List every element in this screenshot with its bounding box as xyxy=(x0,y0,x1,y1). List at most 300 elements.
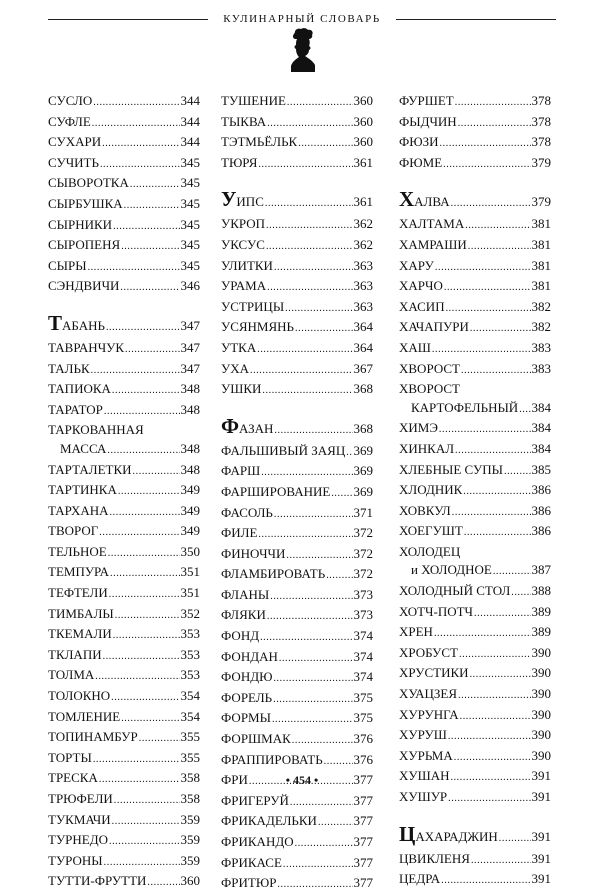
entry-term-text: ФОРМЫ xyxy=(221,710,271,726)
dot-leader xyxy=(107,442,179,461)
entry-term xyxy=(399,821,498,848)
entry-term-text: ЦВИКЛЕНЯ xyxy=(399,850,470,866)
entry-page-number: 381 xyxy=(531,257,551,273)
entry-term-text: СЭНДВИЧИ xyxy=(48,278,120,294)
entry-term-text: СУХАРИ xyxy=(48,134,102,150)
dot-leader xyxy=(283,856,353,875)
entry-term-text: УХА xyxy=(221,360,249,376)
index-entry xyxy=(48,666,200,687)
entry-page-number: 354 xyxy=(180,688,200,704)
index-entry xyxy=(399,277,551,298)
entry-term xyxy=(399,623,433,642)
dot-leader xyxy=(452,504,531,523)
entry-term-text: СЫРЫ xyxy=(48,257,87,273)
section-initial-letter: Ф xyxy=(221,413,240,438)
entry-term-text: УШКИ xyxy=(221,381,262,397)
index-entry xyxy=(399,399,551,420)
entry-term xyxy=(221,187,264,213)
index-entry xyxy=(399,603,551,624)
section-gap xyxy=(221,401,373,417)
dot-leader xyxy=(267,115,352,134)
entry-term-text: и ХОЛОДНОЕ xyxy=(411,562,492,578)
entry-term-text: ТОПИНАМБУР xyxy=(48,729,138,745)
dot-leader xyxy=(448,728,531,747)
index-entry xyxy=(399,318,551,339)
entry-term-text: ТЮРЯ xyxy=(221,154,258,170)
entry-page-number: 390 xyxy=(531,727,551,743)
dot-leader xyxy=(448,790,530,809)
dot-leader xyxy=(279,650,353,669)
entry-term xyxy=(221,483,330,502)
index-entry xyxy=(399,113,551,134)
entry-page-number: 376 xyxy=(353,731,373,747)
index-entry xyxy=(48,687,200,708)
index-entry xyxy=(48,584,200,605)
entry-term-text: СУФЛЕ xyxy=(48,113,91,129)
dot-leader xyxy=(468,238,531,257)
entry-term xyxy=(399,664,469,683)
index-entry xyxy=(221,627,373,648)
section-gap xyxy=(399,174,551,190)
index-entry xyxy=(48,401,200,422)
entry-term-text: ТИМБАЛЫ xyxy=(48,605,114,621)
entry-page-number: 379 xyxy=(531,194,551,210)
entry-term-text: ФОНД xyxy=(221,628,260,644)
entry-term-text: ФЮМЕ xyxy=(399,154,443,170)
entry-term xyxy=(48,195,123,214)
entry-term-text: ХИМЭ xyxy=(399,420,438,436)
dot-leader xyxy=(441,872,530,891)
chef-silhouette-icon xyxy=(285,28,319,72)
entry-term-text: ТОЛМА xyxy=(48,667,95,683)
dot-leader xyxy=(92,115,180,134)
entry-term xyxy=(48,811,111,830)
running-title: КУЛИНАРНЫЙ СЛОВАРЬ xyxy=(223,13,381,25)
entry-term xyxy=(399,850,470,869)
entry-page-number: 368 xyxy=(353,381,373,397)
entry-page-number: 388 xyxy=(531,583,551,599)
entry-term xyxy=(48,174,129,193)
entry-term-text: ИПС xyxy=(236,194,264,210)
index-entry xyxy=(221,833,373,854)
index-entry xyxy=(399,644,551,665)
index-entry xyxy=(221,92,373,113)
entry-page-number: 390 xyxy=(531,706,551,722)
entry-page-number: 352 xyxy=(180,605,200,621)
section-start-entry xyxy=(221,413,373,442)
entry-term-text: ЦЕДРА xyxy=(399,871,441,887)
index-entry xyxy=(399,215,551,236)
entry-term xyxy=(399,582,510,601)
dot-leader xyxy=(115,607,180,626)
entry-page-number: 390 xyxy=(531,644,551,660)
entry-term-text: ТАРХАНА xyxy=(48,502,109,518)
entry-term xyxy=(221,751,323,770)
index-entry xyxy=(48,872,200,893)
dot-leader xyxy=(112,382,180,401)
entry-term xyxy=(399,788,447,807)
entry-page-number: 391 xyxy=(531,768,551,784)
entry-term xyxy=(221,462,260,481)
entry-page-number: 371 xyxy=(353,504,373,520)
dot-leader xyxy=(458,115,531,134)
dot-leader xyxy=(439,421,531,440)
entry-page-number: 353 xyxy=(180,667,200,683)
entry-term xyxy=(221,854,282,873)
entry-term-text: ТАВРАНЧУК xyxy=(48,339,125,355)
dot-leader xyxy=(273,670,352,689)
dot-leader xyxy=(454,749,531,768)
entry-page-number: 363 xyxy=(353,257,373,273)
entry-page-number: 348 xyxy=(180,461,200,477)
entry-page-number: 347 xyxy=(180,317,200,333)
entry-term-text: ТУРНЕДО xyxy=(48,832,108,848)
entry-term-text: ТКЕМАЛИ xyxy=(48,626,112,642)
dot-leader xyxy=(266,217,352,236)
entry-term xyxy=(221,812,317,831)
index-entry xyxy=(48,708,200,729)
entry-term xyxy=(48,339,124,358)
entry-term-text: ТЕЛЬНОЕ xyxy=(48,543,107,559)
entry-term-text: ТРЮФЕЛИ xyxy=(48,791,113,806)
index-entry xyxy=(48,646,200,667)
entry-term-text: ФЛАНЫ xyxy=(221,586,270,602)
dot-leader xyxy=(435,259,531,278)
dot-leader xyxy=(324,753,353,772)
entry-term-text: АЛВА xyxy=(414,194,450,210)
entry-term xyxy=(221,504,273,523)
entry-term xyxy=(48,728,138,747)
entry-page-number: 386 xyxy=(531,523,551,539)
entry-term-text: ФРИГЕРУЙ xyxy=(221,792,289,808)
entry-page-number: 384 xyxy=(531,399,551,415)
entry-term-text: ХУРЬМА xyxy=(399,747,453,763)
dot-leader xyxy=(257,341,352,360)
entry-term-text: ТАПИОКА xyxy=(48,381,111,397)
dot-leader xyxy=(474,605,530,624)
entry-page-number: 391 xyxy=(531,871,551,887)
index-entry xyxy=(48,174,200,195)
entry-term-text: ХАСИП xyxy=(399,298,445,314)
entry-term xyxy=(48,277,119,296)
dot-leader xyxy=(108,545,180,564)
dot-leader xyxy=(113,627,180,646)
dot-leader xyxy=(95,668,179,687)
entry-term-text: ХУРУНГА xyxy=(399,706,459,722)
entry-term-text: ХАРЧО xyxy=(399,278,443,294)
entry-page-number: 375 xyxy=(353,689,373,705)
entry-term xyxy=(221,648,278,667)
index-entry xyxy=(399,440,551,461)
entry-term-text: ХЛОДНИК xyxy=(399,482,463,498)
dot-leader xyxy=(295,320,352,339)
index-entry xyxy=(48,92,200,113)
entry-page-number: 344 xyxy=(180,134,200,150)
index-entry xyxy=(399,522,551,543)
entry-page-number: 377 xyxy=(353,854,373,870)
index-entry xyxy=(221,730,373,751)
entry-page-number: 390 xyxy=(531,686,551,702)
entry-term-text: МАССА xyxy=(60,440,107,456)
entry-term-text: ФРИКАСЕ xyxy=(221,854,282,870)
entry-term xyxy=(221,92,286,111)
entry-term xyxy=(221,215,265,234)
entry-term-text: ФАРШ xyxy=(221,463,261,479)
entry-page-number: 381 xyxy=(531,236,551,252)
entry-term-text: СЫВОРОТКА xyxy=(48,175,129,191)
entry-term xyxy=(48,708,120,727)
index-entry xyxy=(399,747,551,768)
section-initial-letter: Т xyxy=(48,310,63,335)
dot-leader xyxy=(292,732,353,751)
index-entry xyxy=(48,811,200,832)
index-entry xyxy=(48,749,200,770)
entry-term xyxy=(48,543,107,562)
entry-term xyxy=(48,360,90,379)
dot-leader xyxy=(461,362,531,381)
dot-leader xyxy=(258,526,352,545)
entry-term-text: КАРТОФЕЛЬНЫЙ xyxy=(411,399,519,415)
entry-page-number: 373 xyxy=(353,607,373,623)
entry-term-text: ХРЕН xyxy=(399,624,433,640)
dot-leader xyxy=(265,193,353,215)
index-entry xyxy=(399,257,551,278)
entry-term xyxy=(221,442,345,461)
index-entry xyxy=(221,565,373,586)
entry-term-text: ФРИКАДЕЛЬКИ xyxy=(221,813,317,829)
entry-term-text: ХОТЧ-ПОТЧ xyxy=(399,603,474,619)
entry-page-number: 391 xyxy=(531,828,551,844)
dot-leader xyxy=(261,464,352,483)
entry-term-text: ТЕМПУРА xyxy=(48,564,109,580)
index-entry xyxy=(48,852,200,873)
entry-term-text: ХОВКУЛ xyxy=(399,502,451,518)
index-entry xyxy=(221,854,373,875)
dot-leader xyxy=(270,588,352,607)
index-entry xyxy=(399,360,551,381)
entry-term xyxy=(48,646,102,665)
dot-leader xyxy=(499,828,531,850)
entry-page-number: 386 xyxy=(531,502,551,518)
index-entry xyxy=(48,481,200,502)
index-entry xyxy=(48,563,200,584)
entry-page-number: 344 xyxy=(180,93,200,108)
entry-term xyxy=(48,522,98,541)
entry-term xyxy=(48,502,109,521)
entry-term-text: ХОЛОДНЫЙ СТОЛ xyxy=(399,583,511,599)
entry-term-text: ФУРШЕТ xyxy=(399,93,454,108)
dot-leader xyxy=(446,300,531,319)
entry-page-number: 347 xyxy=(180,339,200,355)
index-column-3 xyxy=(399,92,551,891)
entry-term xyxy=(221,154,257,173)
entry-page-number: 372 xyxy=(353,545,373,561)
entry-term xyxy=(221,413,274,440)
entry-page-number: 359 xyxy=(180,852,200,868)
entry-term xyxy=(48,852,103,871)
entry-page-number: 382 xyxy=(531,298,551,314)
entry-term-text: ТАРАТОР xyxy=(48,401,103,417)
entry-page-number: 384 xyxy=(531,440,551,456)
index-entry xyxy=(221,133,373,154)
page-number: • 454 • xyxy=(285,773,319,787)
dot-leader xyxy=(274,506,353,525)
entry-term-text: УРАМА xyxy=(221,278,267,294)
entry-term-text: ХАРУ xyxy=(399,257,434,273)
entry-term xyxy=(221,298,284,317)
dot-leader xyxy=(465,217,530,236)
dot-leader xyxy=(272,711,353,730)
entry-term xyxy=(399,187,450,213)
entry-term xyxy=(221,668,272,687)
entry-term xyxy=(399,603,473,622)
dot-leader xyxy=(262,382,352,401)
entry-term xyxy=(48,92,92,111)
index-entry xyxy=(221,154,373,175)
entry-term-text: ХРУСТИКИ xyxy=(399,665,469,681)
entry-term-text: АБАНЬ xyxy=(62,317,105,333)
entry-term xyxy=(399,318,469,337)
entry-term xyxy=(48,310,105,337)
entry-term xyxy=(399,747,453,766)
entry-term-text: ТУШЕНИЕ xyxy=(221,93,286,108)
index-entry xyxy=(221,606,373,627)
entry-term-text: ХЛЕБНЫЕ СУПЫ xyxy=(399,461,503,477)
entry-page-number: 389 xyxy=(531,603,551,619)
dot-leader xyxy=(110,504,180,523)
entry-page-number: 372 xyxy=(353,566,373,582)
dot-leader xyxy=(287,94,353,113)
entry-term xyxy=(221,689,272,708)
entry-term-text: СУЧИТЬ xyxy=(48,154,99,170)
entry-term xyxy=(399,339,431,358)
entry-term xyxy=(221,586,269,605)
entry-term xyxy=(48,380,111,399)
index-entry xyxy=(48,216,200,237)
entry-page-number: 361 xyxy=(353,194,373,210)
entry-term-text: ТКЛАПИ xyxy=(48,646,102,662)
index-entry xyxy=(48,236,200,257)
dot-leader xyxy=(434,625,531,644)
entry-term xyxy=(221,236,265,255)
entry-term xyxy=(48,133,101,152)
entry-term xyxy=(48,216,112,235)
entry-page-number: 345 xyxy=(180,154,200,170)
entry-page-number: 361 xyxy=(353,154,373,170)
dot-leader xyxy=(103,648,180,667)
dot-leader xyxy=(493,563,531,582)
dot-leader xyxy=(147,874,179,893)
entry-term xyxy=(48,687,110,706)
dot-leader xyxy=(250,362,353,381)
entry-term xyxy=(399,257,434,276)
dot-leader xyxy=(109,833,180,852)
section-gap xyxy=(399,809,551,825)
dot-leader xyxy=(458,687,530,706)
entry-term-text: ТОРТЫ xyxy=(48,749,92,765)
dot-leader xyxy=(459,646,531,665)
dot-leader xyxy=(111,689,179,708)
entry-term-text: ФИНОЧЧИ xyxy=(221,545,286,561)
entry-page-number: 359 xyxy=(180,811,200,827)
entry-page-number: 385 xyxy=(531,461,551,477)
entry-term xyxy=(48,257,87,276)
entry-term xyxy=(48,790,113,809)
entry-page-number: 362 xyxy=(353,236,373,252)
entry-page-number: 359 xyxy=(180,832,200,848)
entry-term-text: ХВОРОСТ xyxy=(399,360,460,376)
entry-term xyxy=(221,318,294,337)
entry-term-text: УСТРИЦЫ xyxy=(221,298,285,314)
dot-leader xyxy=(258,156,352,175)
dot-leader xyxy=(110,565,180,584)
entry-first-line: ТАРКОВАННАЯ xyxy=(48,422,144,438)
entry-term-text: ТЕФТЕЛИ xyxy=(48,585,108,601)
index-entry xyxy=(399,92,551,113)
entry-term xyxy=(221,545,285,564)
entry-term-text: ТУРОНЫ xyxy=(48,852,103,868)
index-entry xyxy=(399,561,551,582)
entry-page-number: 387 xyxy=(531,562,551,578)
entry-term-text: ТЫКВА xyxy=(221,113,267,129)
entry-page-number: 367 xyxy=(353,360,373,376)
entry-term-text: ХОЕГУШТ xyxy=(399,523,463,539)
entry-term xyxy=(399,561,492,580)
dot-leader xyxy=(455,442,530,461)
entry-page-number: 379 xyxy=(531,154,551,170)
index-entry xyxy=(221,339,373,360)
entry-page-number: 363 xyxy=(353,298,373,314)
entry-term-text: АХАРАДЖИН xyxy=(415,828,498,844)
section-initial-letter: Ц xyxy=(399,821,416,846)
entry-term xyxy=(399,685,457,704)
entry-term-text: ФРАППИРОВАТЬ xyxy=(221,751,323,767)
index-entry xyxy=(399,685,551,706)
entry-page-number: 386 xyxy=(531,482,551,498)
index-entry xyxy=(399,788,551,809)
entry-page-number: 374 xyxy=(353,628,373,644)
entry-term xyxy=(399,870,440,889)
entry-term xyxy=(399,644,458,663)
dot-leader xyxy=(133,463,180,482)
entry-page-number: 360 xyxy=(180,873,200,889)
entry-page-number: 381 xyxy=(531,216,551,232)
entry-page-number: 369 xyxy=(353,442,373,458)
index-entry xyxy=(48,360,200,381)
index-entry xyxy=(48,728,200,749)
dot-leader xyxy=(139,730,180,749)
entry-term xyxy=(48,584,108,603)
index-entry xyxy=(221,257,373,278)
dot-leader xyxy=(346,444,352,463)
index-entry xyxy=(221,648,373,669)
entry-page-number: 390 xyxy=(531,747,551,763)
entry-term xyxy=(48,666,94,685)
entry-page-number: 345 xyxy=(180,237,200,253)
entry-page-number: 346 xyxy=(180,278,200,294)
entry-term-text: ФОРШМАК xyxy=(221,731,291,747)
entry-term xyxy=(221,730,291,749)
entry-term xyxy=(399,215,464,234)
entry-page-number: 377 xyxy=(353,792,373,808)
entry-page-number: 360 xyxy=(353,93,373,108)
entry-term xyxy=(399,706,459,725)
entry-page-number: 349 xyxy=(180,502,200,518)
index-entry xyxy=(221,874,373,895)
entry-page-number: 373 xyxy=(353,586,373,602)
index-entry xyxy=(48,543,200,564)
dot-leader xyxy=(504,463,531,482)
